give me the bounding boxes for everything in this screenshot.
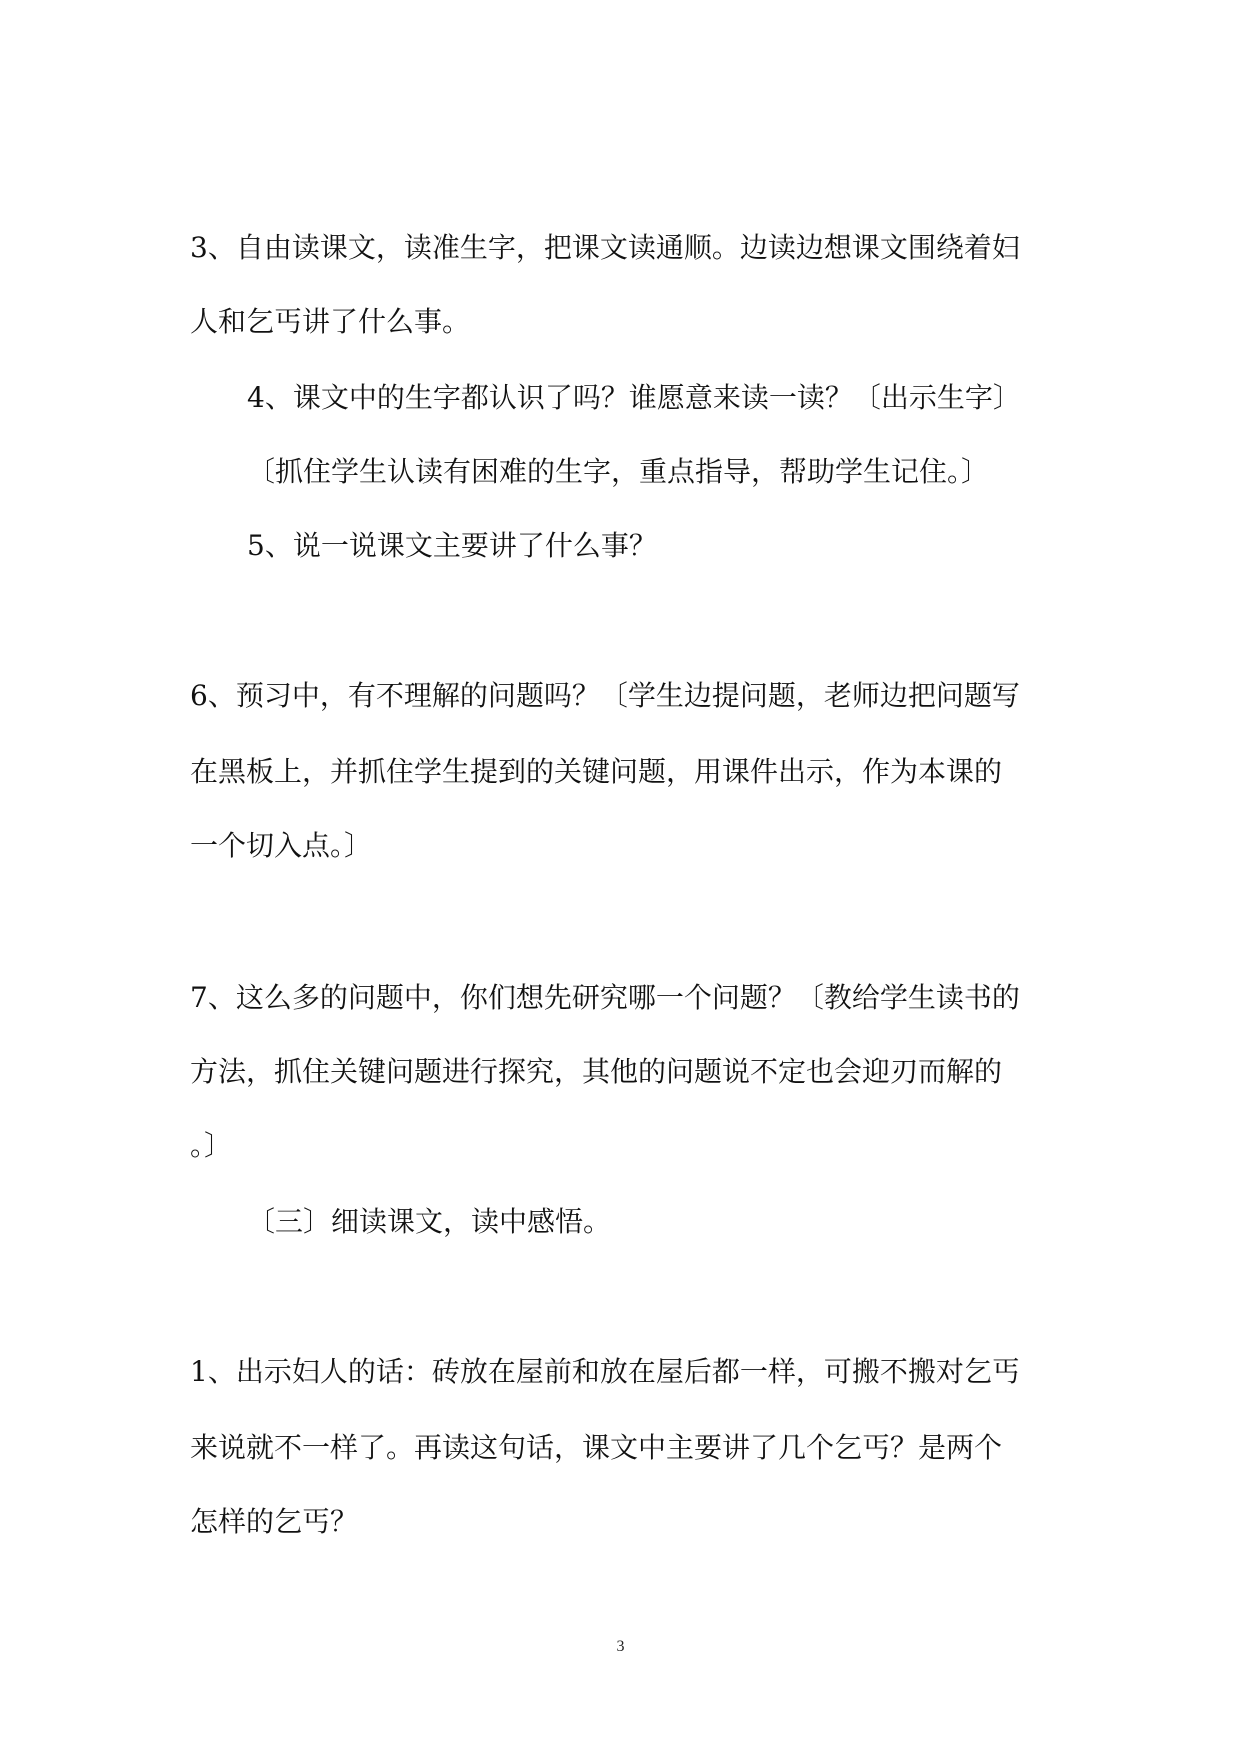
paragraph-6-line-2: 在黑板上，并抓住学生提到的关键问题，用课件出示，作为本课的 [190, 755, 1003, 788]
paragraph-7-line-2: 方法，抓住关键问题进行探究，其他的问题说不定也会迎刃而解的 [190, 1055, 1003, 1088]
paragraph-3-line-2: 人和乞丐讲了什么事。 [190, 305, 471, 338]
paragraph-4-line-1: 4、课文中的生字都认识了吗？谁愿意来读一读？〔出示生字〕 [247, 381, 1021, 414]
section-paragraph-1-line-2: 来说就不一样了。再读这句话，课文中主要讲了几个乞丐？是两个 [190, 1431, 1003, 1464]
paragraph-6-line-1: 6、预习中，有不理解的问题吗？〔学生边提问题，老师边把问题写 [190, 679, 1020, 712]
paragraph-5-line-1: 5、说一说课文主要讲了什么事？ [247, 529, 657, 562]
paragraph-6-line-3: 一个切入点。〕 [190, 829, 373, 862]
section-paragraph-1-line-3: 怎样的乞丐？ [190, 1505, 359, 1538]
paragraph-3-line-1: 3、自由读课文，读准生字，把课文读通顺。边读边想课文围绕着妇 [190, 231, 1020, 264]
section-paragraph-1-line-1: 1、出示妇人的话：砖放在屋前和放在屋后都一样，可搬不搬对乞丐 [190, 1355, 1020, 1388]
teaching-note-line-1: 〔抓住学生认读有困难的生字，重点指导，帮助学生记住。〕 [247, 455, 990, 488]
paragraph-7-line-1: 7、这么多的问题中，你们想先研究哪一个问题？〔教给学生读书的 [190, 981, 1020, 1014]
page-number: 3 [616, 1638, 625, 1655]
section-heading: 〔三〕细读课文，读中感悟。 [247, 1205, 612, 1238]
paragraph-7-line-3: 。〕 [190, 1129, 233, 1162]
